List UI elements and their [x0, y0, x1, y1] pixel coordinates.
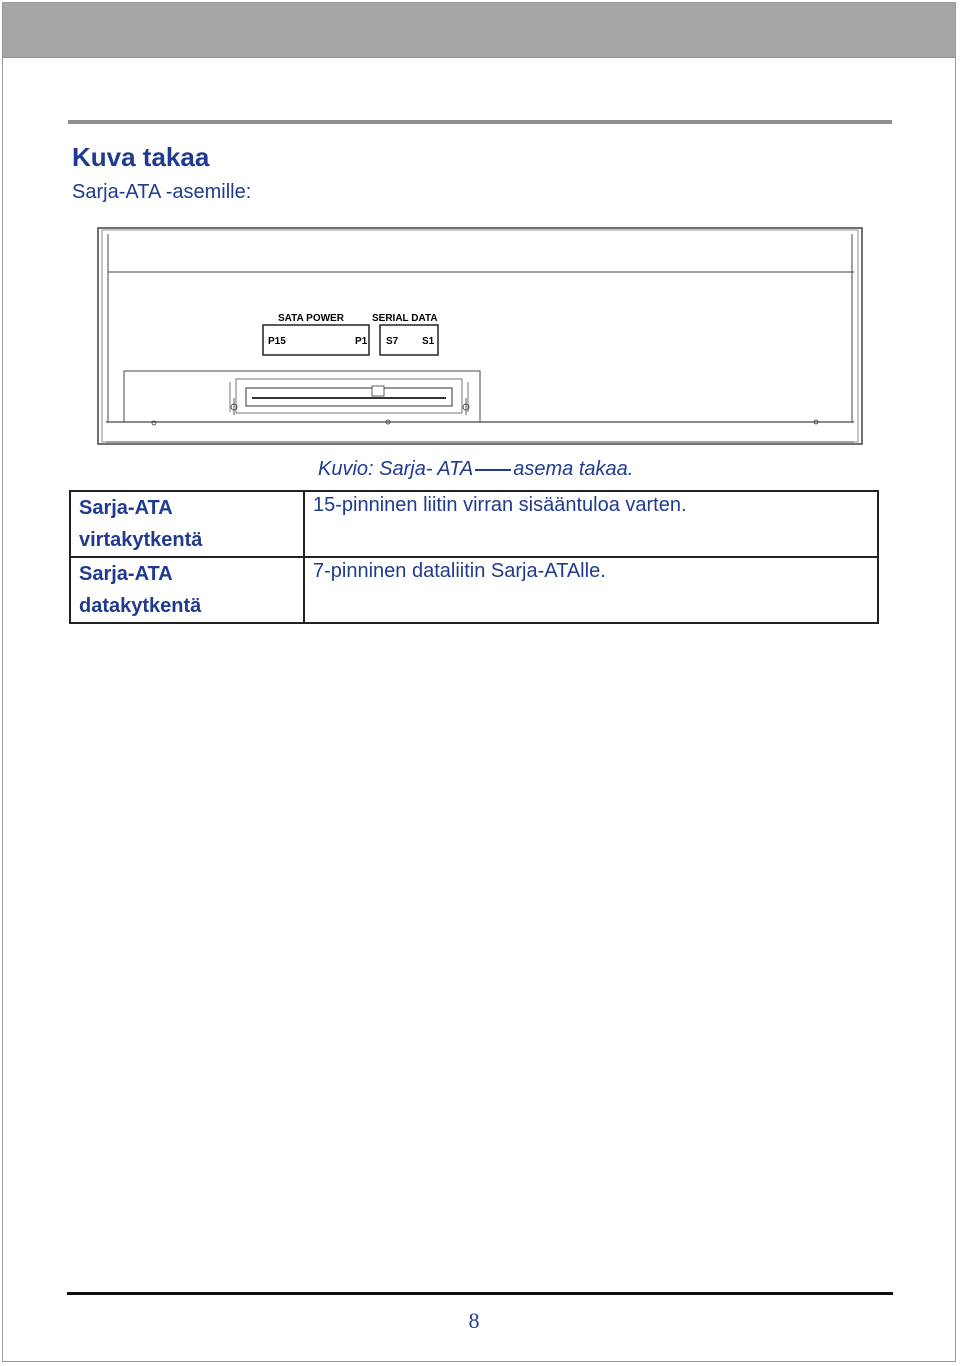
- power-pin-first: P15: [268, 336, 286, 347]
- header-rule: [68, 120, 892, 124]
- footer-rule: [67, 1292, 893, 1295]
- row-label: [70, 491, 304, 557]
- edge-connector-key: [372, 386, 384, 396]
- caption-prefix: Kuvio: Sarja- ATA: [318, 458, 474, 480]
- row-label-line1: Sarja-ATA: [79, 497, 173, 519]
- caption-dash: [475, 469, 511, 471]
- page-frame: [2, 2, 956, 1362]
- table-row: [70, 557, 878, 623]
- section-title: Kuva takaa: [72, 142, 210, 172]
- page-number: 8: [468, 1308, 480, 1333]
- row-label-line1: Sarja-ATA: [79, 563, 173, 585]
- row-label: [70, 557, 304, 623]
- row-label-line2: datakytkentä: [79, 595, 202, 617]
- top-bar: [3, 3, 955, 58]
- data-pin-last: S1: [422, 336, 435, 347]
- data-connector-label: SERIAL DATA: [372, 313, 438, 324]
- row-description: 15-pinninen liitin virran sisääntuloa varten.: [304, 491, 878, 557]
- row-label-line2: virtakytkentä: [79, 529, 203, 551]
- connector-spec-table: [69, 490, 879, 624]
- power-connector-label: SATA POWER: [278, 313, 344, 324]
- section-subtitle: Sarja-ATA -asemille:: [72, 181, 252, 203]
- data-pin-first: S7: [386, 336, 399, 347]
- table-row: [70, 491, 878, 557]
- power-pin-last: P1: [355, 336, 368, 347]
- row-description: 7-pinninen dataliitin Sarja-ATAlle.: [304, 557, 878, 623]
- figure-caption: [318, 458, 633, 481]
- caption-suffix: asema takaa.: [513, 458, 634, 480]
- drive-rear-drawing: [96, 226, 864, 448]
